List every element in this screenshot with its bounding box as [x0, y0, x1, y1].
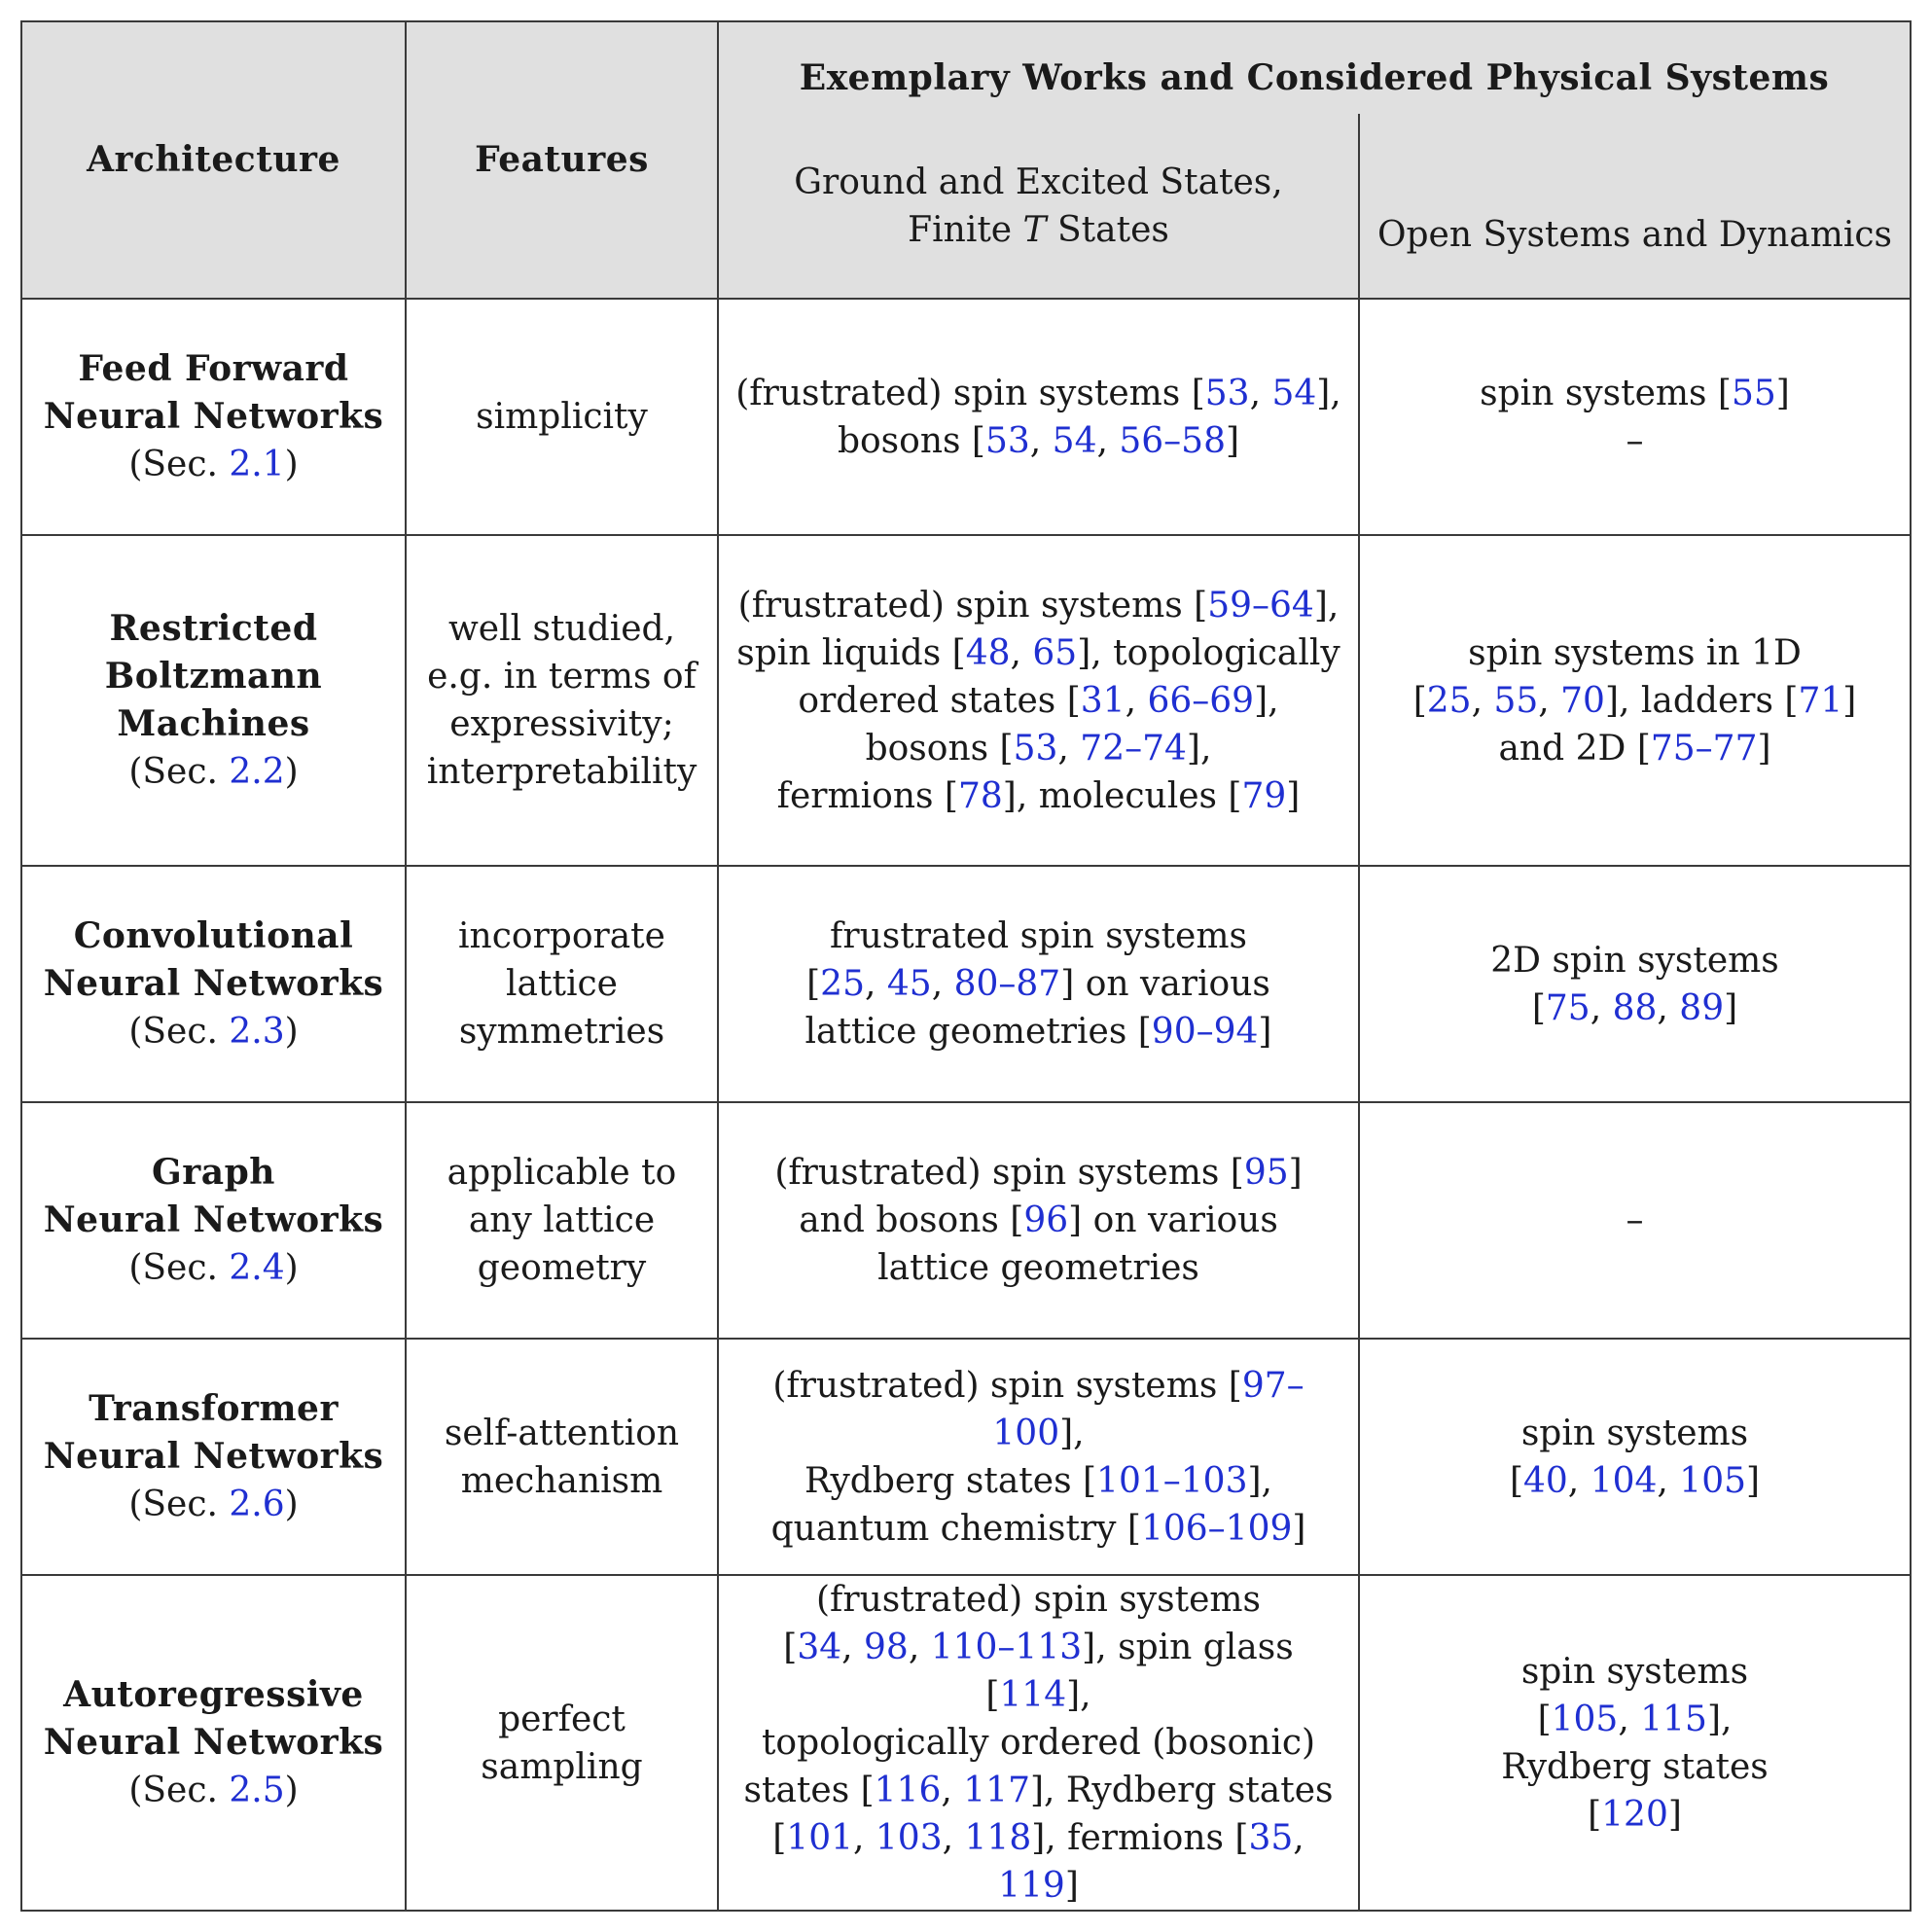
citation-link[interactable]: 34 [797, 1628, 842, 1667]
citation-link[interactable]: 98 [864, 1628, 909, 1667]
citation-link[interactable]: 59–64 [1207, 585, 1314, 626]
section-reference [34, 441, 393, 488]
section-reference [34, 1767, 393, 1814]
section-suffix: ) [284, 1012, 299, 1052]
open-systems-cell-line [1372, 1791, 1898, 1839]
text-fragment: bosons [ [837, 420, 985, 461]
text-fragment: ] [1064, 1866, 1079, 1906]
architecture-name-line: Convolutional [73, 915, 354, 956]
text-fragment: ], [1066, 1675, 1091, 1715]
citation-link[interactable]: 40 [1522, 1460, 1568, 1501]
features-cell [406, 299, 718, 535]
text-fragment: Rydberg states [ [804, 1460, 1097, 1501]
features-line: self-attention [444, 1413, 680, 1453]
header-ground-finite: Finite [908, 209, 1023, 250]
section-suffix: ) [284, 752, 299, 792]
table-row [21, 1575, 1911, 1911]
ground-states-cell [718, 1575, 1359, 1911]
citation-link[interactable]: 118 [964, 1818, 1032, 1858]
text-fragment: , [864, 964, 887, 1004]
text-fragment: , [931, 964, 954, 1004]
citation-link[interactable]: 88 [1612, 987, 1658, 1028]
features-line: simplicity [476, 397, 648, 437]
text-fragment: ] on various [1068, 1200, 1278, 1240]
section-link[interactable]: 2.5 [229, 1771, 285, 1810]
text-fragment: , [1657, 987, 1680, 1028]
ground-states-cell-line [731, 960, 1346, 1008]
text-fragment: 2D spin systems [1490, 940, 1779, 981]
text-fragment: ], topologically [1077, 632, 1340, 673]
text-fragment: ], [1316, 373, 1341, 413]
open-systems-cell-line [1372, 629, 1898, 677]
header-features: Features [406, 21, 718, 299]
section-prefix: (Sec. [128, 1485, 230, 1524]
features-line: interpretability [426, 752, 697, 792]
features-cell [406, 535, 718, 866]
ground-states-cell-line [731, 370, 1346, 417]
architecture-name-line: Neural Networks [43, 1722, 384, 1763]
text-fragment: , [1590, 987, 1613, 1028]
section-prefix: (Sec. [128, 1012, 230, 1052]
citation-link[interactable]: 105 [1679, 1460, 1747, 1501]
citation-link[interactable]: 106–109 [1140, 1508, 1293, 1549]
architecture-name-line: Machines [117, 703, 310, 744]
section-prefix: (Sec. [128, 752, 230, 792]
citation-link[interactable]: 110–113 [930, 1628, 1083, 1667]
header-architecture: Architecture [21, 21, 406, 299]
citation-link[interactable]: 66–69 [1147, 680, 1255, 721]
ground-states-cell-line [731, 1244, 1346, 1292]
text-fragment: – [1626, 1200, 1644, 1240]
features-line: incorporate [458, 916, 665, 956]
citation-link[interactable]: 48 [965, 632, 1011, 673]
ground-states-cell-line [731, 725, 1346, 772]
ground-states-cell-line [731, 1149, 1346, 1197]
features-line: geometry [477, 1248, 647, 1288]
ground-states-cell-line [731, 677, 1346, 725]
text-fragment: bosons [ [865, 728, 1014, 769]
open-systems-cell-line [1372, 677, 1898, 725]
citation-link[interactable]: 104 [1590, 1460, 1658, 1501]
table-row [21, 1102, 1911, 1339]
section-link[interactable]: 2.2 [229, 752, 285, 792]
text-fragment: ], [1186, 728, 1212, 769]
open-systems-cell [1359, 1575, 1911, 1911]
citation-link[interactable]: 35 [1248, 1818, 1294, 1858]
citation-link[interactable]: 97–100 [992, 1365, 1305, 1453]
citation-link[interactable]: 70 [1560, 680, 1605, 721]
open-systems-cell-line [1372, 417, 1898, 465]
text-fragment: , [1567, 1460, 1590, 1501]
architecture-cell [21, 299, 406, 535]
architecture-name-line: Neural Networks [43, 1199, 384, 1240]
section-reference [34, 748, 393, 796]
text-fragment: , [1538, 680, 1561, 721]
open-systems-cell-line [1372, 1743, 1898, 1791]
text-fragment: quantum chemistry [ [770, 1508, 1141, 1549]
text-fragment: ] on various [1060, 964, 1270, 1004]
header-ground-line2 [731, 206, 1346, 254]
section-suffix: ) [284, 445, 299, 484]
ground-states-cell-line [731, 1719, 1346, 1767]
features-line: perfect [498, 1699, 625, 1739]
citation-link[interactable]: 53 [1013, 728, 1058, 769]
text-fragment: , [1618, 1699, 1641, 1739]
text-fragment: ] [1724, 987, 1738, 1028]
citation-link[interactable]: 53 [1204, 373, 1250, 413]
text-fragment: states [ [743, 1771, 875, 1810]
open-systems-cell-line [1372, 937, 1898, 984]
text-fragment: Rydberg states [1501, 1746, 1769, 1787]
text-fragment: [ [1412, 680, 1427, 721]
text-fragment: ], ladders [ [1604, 680, 1799, 721]
open-systems-cell [1359, 1102, 1911, 1339]
ground-states-cell [718, 299, 1359, 535]
text-fragment: frustrated spin systems [830, 916, 1247, 956]
section-prefix: (Sec. [128, 1771, 230, 1810]
citation-link[interactable]: 96 [1023, 1200, 1069, 1240]
features-cell [406, 1339, 718, 1575]
citation-link[interactable]: 101–103 [1096, 1460, 1248, 1501]
text-fragment: , [1010, 632, 1033, 673]
ground-states-cell-line [731, 1362, 1346, 1457]
table-row [21, 866, 1911, 1102]
text-fragment: , [1293, 1818, 1305, 1858]
text-fragment: ], spin glass [ [985, 1628, 1294, 1715]
text-fragment: ], fermions [ [1031, 1818, 1249, 1858]
open-systems-cell-line [1372, 1648, 1898, 1696]
text-fragment: and 2D [ [1498, 728, 1651, 769]
section-link[interactable]: 2.4 [229, 1248, 285, 1288]
text-fragment: , [1125, 680, 1148, 721]
ground-states-cell-line [731, 1505, 1346, 1553]
architecture-table [20, 20, 1912, 1912]
text-fragment: , [1249, 373, 1272, 413]
text-fragment: (frustrated) spin systems [ [772, 1365, 1242, 1406]
text-fragment: spin systems [1520, 1651, 1749, 1692]
citation-link[interactable]: 71 [1798, 680, 1843, 721]
section-link[interactable]: 2.3 [229, 1012, 285, 1052]
features-line: sampling [481, 1746, 643, 1787]
open-systems-cell-line [1372, 984, 1898, 1032]
section-prefix: (Sec. [128, 445, 230, 484]
open-systems-cell-line [1372, 370, 1898, 417]
text-fragment: [ [1537, 1699, 1552, 1739]
text-fragment: spin liquids [ [736, 632, 966, 673]
text-fragment: ], [1247, 1460, 1272, 1501]
text-fragment: , [941, 1771, 964, 1810]
ground-states-cell-line [731, 629, 1346, 677]
text-fragment: ] [1288, 1153, 1303, 1193]
header-ground-states-word: States [1046, 209, 1169, 250]
text-fragment: and bosons [ [799, 1200, 1024, 1240]
text-fragment: ] [1258, 1012, 1272, 1052]
open-systems-cell-line [1372, 1197, 1898, 1244]
citation-link[interactable]: 105 [1551, 1699, 1619, 1739]
text-fragment: [ [806, 964, 821, 1004]
text-fragment: , [1057, 728, 1081, 769]
architecture-name-line: Transformer [89, 1388, 339, 1429]
text-fragment: spin systems [1520, 1413, 1749, 1453]
text-fragment: [ [1588, 1794, 1602, 1835]
architecture-name-line: Graph [152, 1152, 275, 1193]
section-reference [34, 1244, 393, 1292]
features-cell [406, 1102, 718, 1339]
ground-states-cell [718, 866, 1359, 1102]
ground-states-cell-line [731, 1457, 1346, 1505]
text-fragment: ] [1286, 775, 1301, 816]
table-row [21, 1339, 1911, 1575]
features-line: symmetries [458, 1012, 665, 1052]
text-fragment: ] [1292, 1508, 1306, 1549]
text-fragment: ], Rydberg states [1029, 1771, 1334, 1810]
text-fragment: spin systems in 1D [1468, 632, 1802, 673]
text-fragment: spin systems [ [1480, 373, 1732, 413]
citation-link[interactable]: 117 [963, 1771, 1030, 1810]
text-fragment: , [942, 1818, 965, 1858]
citation-link[interactable]: 120 [1601, 1794, 1668, 1835]
ground-states-cell-line [731, 1814, 1346, 1910]
citation-link[interactable]: 31 [1080, 680, 1126, 721]
features-line: expressivity; [449, 704, 674, 744]
text-fragment: ] [1842, 680, 1857, 721]
open-systems-cell [1359, 866, 1911, 1102]
ground-states-cell [718, 1102, 1359, 1339]
header-ground-states [718, 114, 1359, 299]
citation-link[interactable]: 103 [875, 1818, 943, 1858]
section-link[interactable]: 2.1 [229, 445, 285, 484]
header-open-systems: Open Systems and Dynamics [1359, 114, 1911, 299]
features-line: e.g. in terms of [427, 657, 697, 697]
text-fragment: fermions [ [776, 775, 958, 816]
section-reference [34, 1481, 393, 1528]
section-suffix: ) [284, 1771, 299, 1810]
text-fragment: [ [772, 1818, 787, 1858]
features-line: lattice [506, 964, 618, 1004]
text-fragment: topologically ordered (bosonic) [761, 1723, 1316, 1763]
open-systems-cell-line [1372, 1457, 1898, 1505]
citation-link[interactable]: 80–87 [953, 964, 1061, 1004]
text-fragment: ordered states [ [798, 680, 1081, 721]
text-fragment: ] [1226, 420, 1240, 461]
citation-link[interactable]: 79 [1241, 775, 1287, 816]
features-line: any lattice [468, 1200, 656, 1240]
text-fragment: ] [1746, 1460, 1761, 1501]
text-fragment: [ [1509, 1460, 1523, 1501]
text-fragment: , [1657, 1460, 1680, 1501]
citation-link[interactable]: 114 [999, 1675, 1067, 1715]
open-systems-cell-line [1372, 1410, 1898, 1457]
text-fragment: [ [1531, 987, 1546, 1028]
citation-link[interactable]: 75–77 [1650, 728, 1758, 769]
text-fragment: (frustrated) spin systems [ [774, 1153, 1244, 1193]
ground-states-cell-line [731, 1624, 1346, 1719]
architecture-cell [21, 866, 406, 1102]
citation-link[interactable]: 90–94 [1151, 1012, 1259, 1052]
text-fragment: , [908, 1628, 931, 1667]
citation-link[interactable]: 54 [1271, 373, 1317, 413]
text-fragment: ], [1313, 585, 1340, 626]
ground-states-cell-line [731, 1576, 1346, 1624]
citation-link[interactable]: 53 [984, 420, 1030, 461]
architecture-name-line: Neural Networks [43, 1436, 384, 1477]
open-systems-cell [1359, 535, 1911, 866]
citation-link[interactable]: 55 [1731, 373, 1776, 413]
text-fragment: ], [1706, 1699, 1733, 1739]
architecture-name-line: Autoregressive [63, 1674, 364, 1715]
citation-link[interactable]: 116 [874, 1771, 942, 1810]
citation-link[interactable]: 56–58 [1119, 420, 1226, 461]
architecture-cell [21, 1102, 406, 1339]
architecture-name-line: Feed Forward [78, 348, 349, 389]
features-cell [406, 866, 718, 1102]
features-cell [406, 1575, 718, 1911]
section-reference [34, 1008, 393, 1055]
header-exemplary-works: Exemplary Works and Considered Physical Systems [718, 21, 1911, 114]
citation-link[interactable]: 25 [820, 964, 865, 1004]
header-row-top [21, 21, 1911, 114]
text-fragment: , [1096, 420, 1120, 461]
architecture-cell [21, 1339, 406, 1575]
ground-states-cell [718, 1339, 1359, 1575]
architecture-name-line: Restricted [109, 608, 318, 649]
architecture-cell [21, 535, 406, 866]
architecture-name-line: Boltzmann [104, 656, 323, 697]
table-row [21, 535, 1911, 866]
text-fragment: ], molecules [ [1002, 775, 1242, 816]
section-prefix: (Sec. [128, 1248, 230, 1288]
citation-link[interactable]: 45 [886, 964, 932, 1004]
text-fragment: , [853, 1818, 876, 1858]
text-fragment: ], [1254, 680, 1279, 721]
text-fragment: , [1471, 680, 1494, 721]
open-systems-cell-line [1372, 725, 1898, 772]
section-link[interactable]: 2.6 [229, 1485, 285, 1524]
citation-link[interactable]: 95 [1243, 1153, 1289, 1193]
ground-states-cell-line [731, 1008, 1346, 1055]
citation-link[interactable]: 25 [1426, 680, 1472, 721]
features-line: well studied, [447, 609, 676, 649]
text-fragment: lattice geometries [ [804, 1012, 1152, 1052]
open-systems-cell-line [1372, 1696, 1898, 1743]
citation-link[interactable]: 65 [1032, 632, 1078, 673]
ground-states-cell-line [731, 912, 1346, 960]
text-fragment: , [841, 1628, 865, 1667]
citation-link[interactable]: 55 [1493, 680, 1539, 721]
ground-states-cell [718, 535, 1359, 866]
features-line: mechanism [460, 1460, 663, 1501]
text-fragment: lattice geometries [877, 1248, 1199, 1288]
text-fragment: ], [1059, 1413, 1085, 1453]
section-suffix: ) [284, 1248, 299, 1288]
open-systems-cell [1359, 299, 1911, 535]
ground-states-cell-line [731, 417, 1346, 465]
citation-link[interactable]: 54 [1052, 420, 1097, 461]
citation-link[interactable]: 119 [998, 1866, 1065, 1906]
open-systems-cell [1359, 1339, 1911, 1575]
table-row [21, 299, 1911, 535]
header-ground-T: T [1022, 209, 1047, 250]
citation-link[interactable]: 115 [1640, 1699, 1707, 1739]
text-fragment: ] [1775, 373, 1790, 413]
text-fragment: (frustrated) spin systems [815, 1580, 1261, 1620]
text-fragment: (frustrated) spin systems [ [735, 373, 1205, 413]
citation-link[interactable]: 72–74 [1080, 728, 1187, 769]
text-fragment: (frustrated) spin systems [ [737, 585, 1208, 626]
citation-link[interactable]: 75 [1545, 987, 1590, 1028]
text-fragment: , [1029, 420, 1053, 461]
ground-states-cell-line [731, 582, 1346, 629]
text-fragment: ] [1667, 1794, 1682, 1835]
architecture-name-line: Neural Networks [43, 396, 384, 437]
citation-link[interactable]: 89 [1679, 987, 1725, 1028]
header-ground-line1: Ground and Excited States, [794, 161, 1283, 202]
ground-states-cell-line [731, 1767, 1346, 1814]
text-fragment: – [1626, 420, 1644, 461]
architecture-name-line: Neural Networks [43, 963, 384, 1004]
citation-link[interactable]: 78 [957, 775, 1003, 816]
architecture-cell [21, 1575, 406, 1911]
table-body [21, 299, 1911, 1911]
ground-states-cell-line [731, 1197, 1346, 1244]
text-fragment: ] [1757, 728, 1771, 769]
text-fragment: [ [783, 1628, 798, 1667]
citation-link[interactable]: 101 [786, 1818, 854, 1858]
ground-states-cell-line [731, 772, 1346, 820]
table-container [20, 20, 1910, 1918]
section-suffix: ) [284, 1485, 299, 1524]
features-line: applicable to [447, 1153, 677, 1193]
